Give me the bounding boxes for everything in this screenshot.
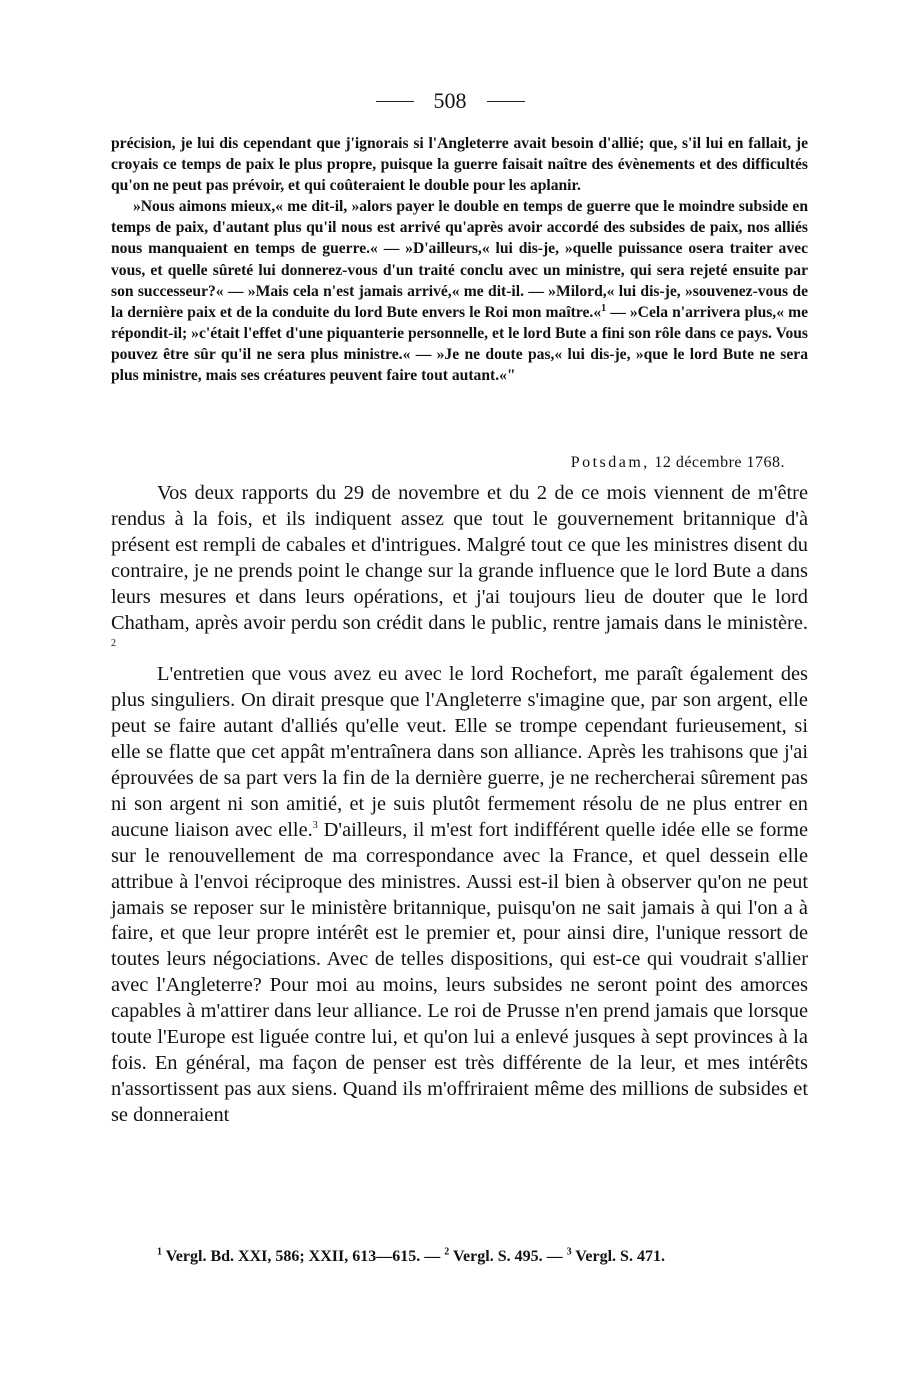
footnote-mark-3: 3 — [566, 1246, 572, 1258]
quoted-paragraph-1: précision, je lui dis cependant que j'ignorais si l'Angleterre avait besoin d'allié; que, s'il lui en fallait, je croyais ce temps de paix le plus propre, puisque la guerre faisait naître des évènements et des difficultés qu'on ne peut pas prévoir, et qui coûteraient le double pour les aplanir. — [111, 135, 808, 195]
header-rule-right — [487, 101, 525, 102]
quoted-paragraph-2-text-b: — »Cela n'arrivera plus,« me répondit-il; »c'était l'effet d'une piquanterie personnelle, et le lord Bute a fini son rôle dans ce pays. Vous pouvez être sûr qu'il ne sera plus ministre.« — »Je ne doute pas,« lui dis-je, »que le lord Bute ne sera plus ministre, mais ses créatures peuvent faire tout autant.«" — [111, 303, 808, 385]
main-text — [111, 481, 808, 1129]
footnote-text-3: Vergl. S. 471. — [571, 1248, 665, 1265]
quoted-report-block — [111, 133, 808, 386]
footnote-reference-2: 2 — [111, 638, 116, 650]
footnotes — [111, 1246, 808, 1268]
quoted-paragraph-2-text-a: »Nous aimons mieux,« me dit-il, »alors payer le double en temps de guerre que le moindre subside en temps de paix, d'autant plus qu'il nous est arrivé qu'après avoir accordé des subsides de paix, nos alliés nous manquaient en temps de guerre.« — »D'ailleurs,« lui dis-je, »quelle puissance osera traiter avec vous, et quelle sûreté lui donnerez-vous d'un traité conclu avec un ministre, qui sera rejeté ensuite par son successeur?« — »Mais cela n'est jamais arrivé,« me dit-il. — »Milord,« lui dis-je, »souvenez-vous de la dernière paix et de la conduite du lord Bute envers le Roi mon maître.« — [111, 198, 808, 321]
page-number: 508 — [433, 88, 467, 113]
footnote-reference-3: 3 — [312, 819, 318, 831]
body-paragraph-2-text-b: D'ailleurs, il m'est fort indifférent quelle idée elle se forme sur le renouvellement de ma correspondance avec la France, et quel dessein elle attribue à l'envoi réciproque des ministres. Aussi est-il bien à observer qu'on ne peut jamais se reposer sur le ministère britannique, puisqu'on ne sait jamais à qui l'on a à faire, et que leur propre intérêt est le premier et, pour ainsi dire, l'unique ressort de toutes leurs négociations. Avec de telles dispositions, qui est-ce qui voudrait s'allier avec l'Angleterre? Pour moi au moins, leurs subsides ne seront point des amorces capables à m'attirer dans leur alliance. Le roi de Prusse n'en prend jamais que lorsque toute l'Europe est liguée contre lui, et qu'on lui a enlevé jusques à sept provinces à la fois. En général, ma façon de penser est très différente de la leur, et mes intérêts n'assortissent pas aux siens. Quand ils m'offriraient même des millions de subsides et se donneraient — [111, 818, 808, 1126]
dateline-date: 12 décembre 1768. — [649, 454, 785, 471]
quoted-paragraph-2 — [111, 196, 808, 386]
page-header — [0, 88, 900, 114]
header-rule-left — [376, 101, 414, 102]
footnote-text-2: Vergl. S. 495. — — [449, 1248, 567, 1265]
footnote-mark-2: 2 — [444, 1246, 450, 1258]
body-paragraph-2 — [111, 662, 808, 1128]
footnote-reference-1: 1 — [601, 302, 607, 314]
footnote-text-1: Vergl. Bd. XXI, 586; XXII, 613—615. — — [162, 1248, 445, 1265]
dateline-place: Potsdam, — [570, 454, 650, 471]
body-paragraph-1-text: Vos deux rapports du 29 de novembre et du 2 de ce mois viennent de m'être rendus à la fois, et ils indiquent assez que tout le gouvernement britannique d'à présent est rempli de cabales et d'intrigues. Malgré tout ce que les ministres disent du contraire, je ne prends point le change sur la grande influence que le lord Bute a dans leurs mesures et dans leurs opérations, et j'ai toujours lieu de douter que le lord Chatham, après avoir perdu son crédit dans le public, rentre jamais dans le ministère. — [111, 482, 808, 634]
body-paragraph-1 — [111, 481, 808, 662]
body-paragraph-2-text-a: L'entretien que vous avez eu avec le lord Rochefort, me paraît également des plus singuliers. On dirait presque que l'Angleterre s'imagine que, par son argent, elle peut se faire autant d'alliés qu'elle veut. Elle se trompe cependant furieusement, si elle se flatte que cet appât m'entraînera dans son alliance. Après les trahisons que j'ai éprouvées de sa part vers la fin de la dernière guerre, je ne rechercherai sûrement pas ni son argent ni son amitié, et je suis plutôt fermement résolu de ne plus entrer en aucune liaison avec elle. — [111, 663, 808, 841]
dateline — [111, 454, 785, 472]
footnote-mark-1: 1 — [157, 1246, 162, 1258]
